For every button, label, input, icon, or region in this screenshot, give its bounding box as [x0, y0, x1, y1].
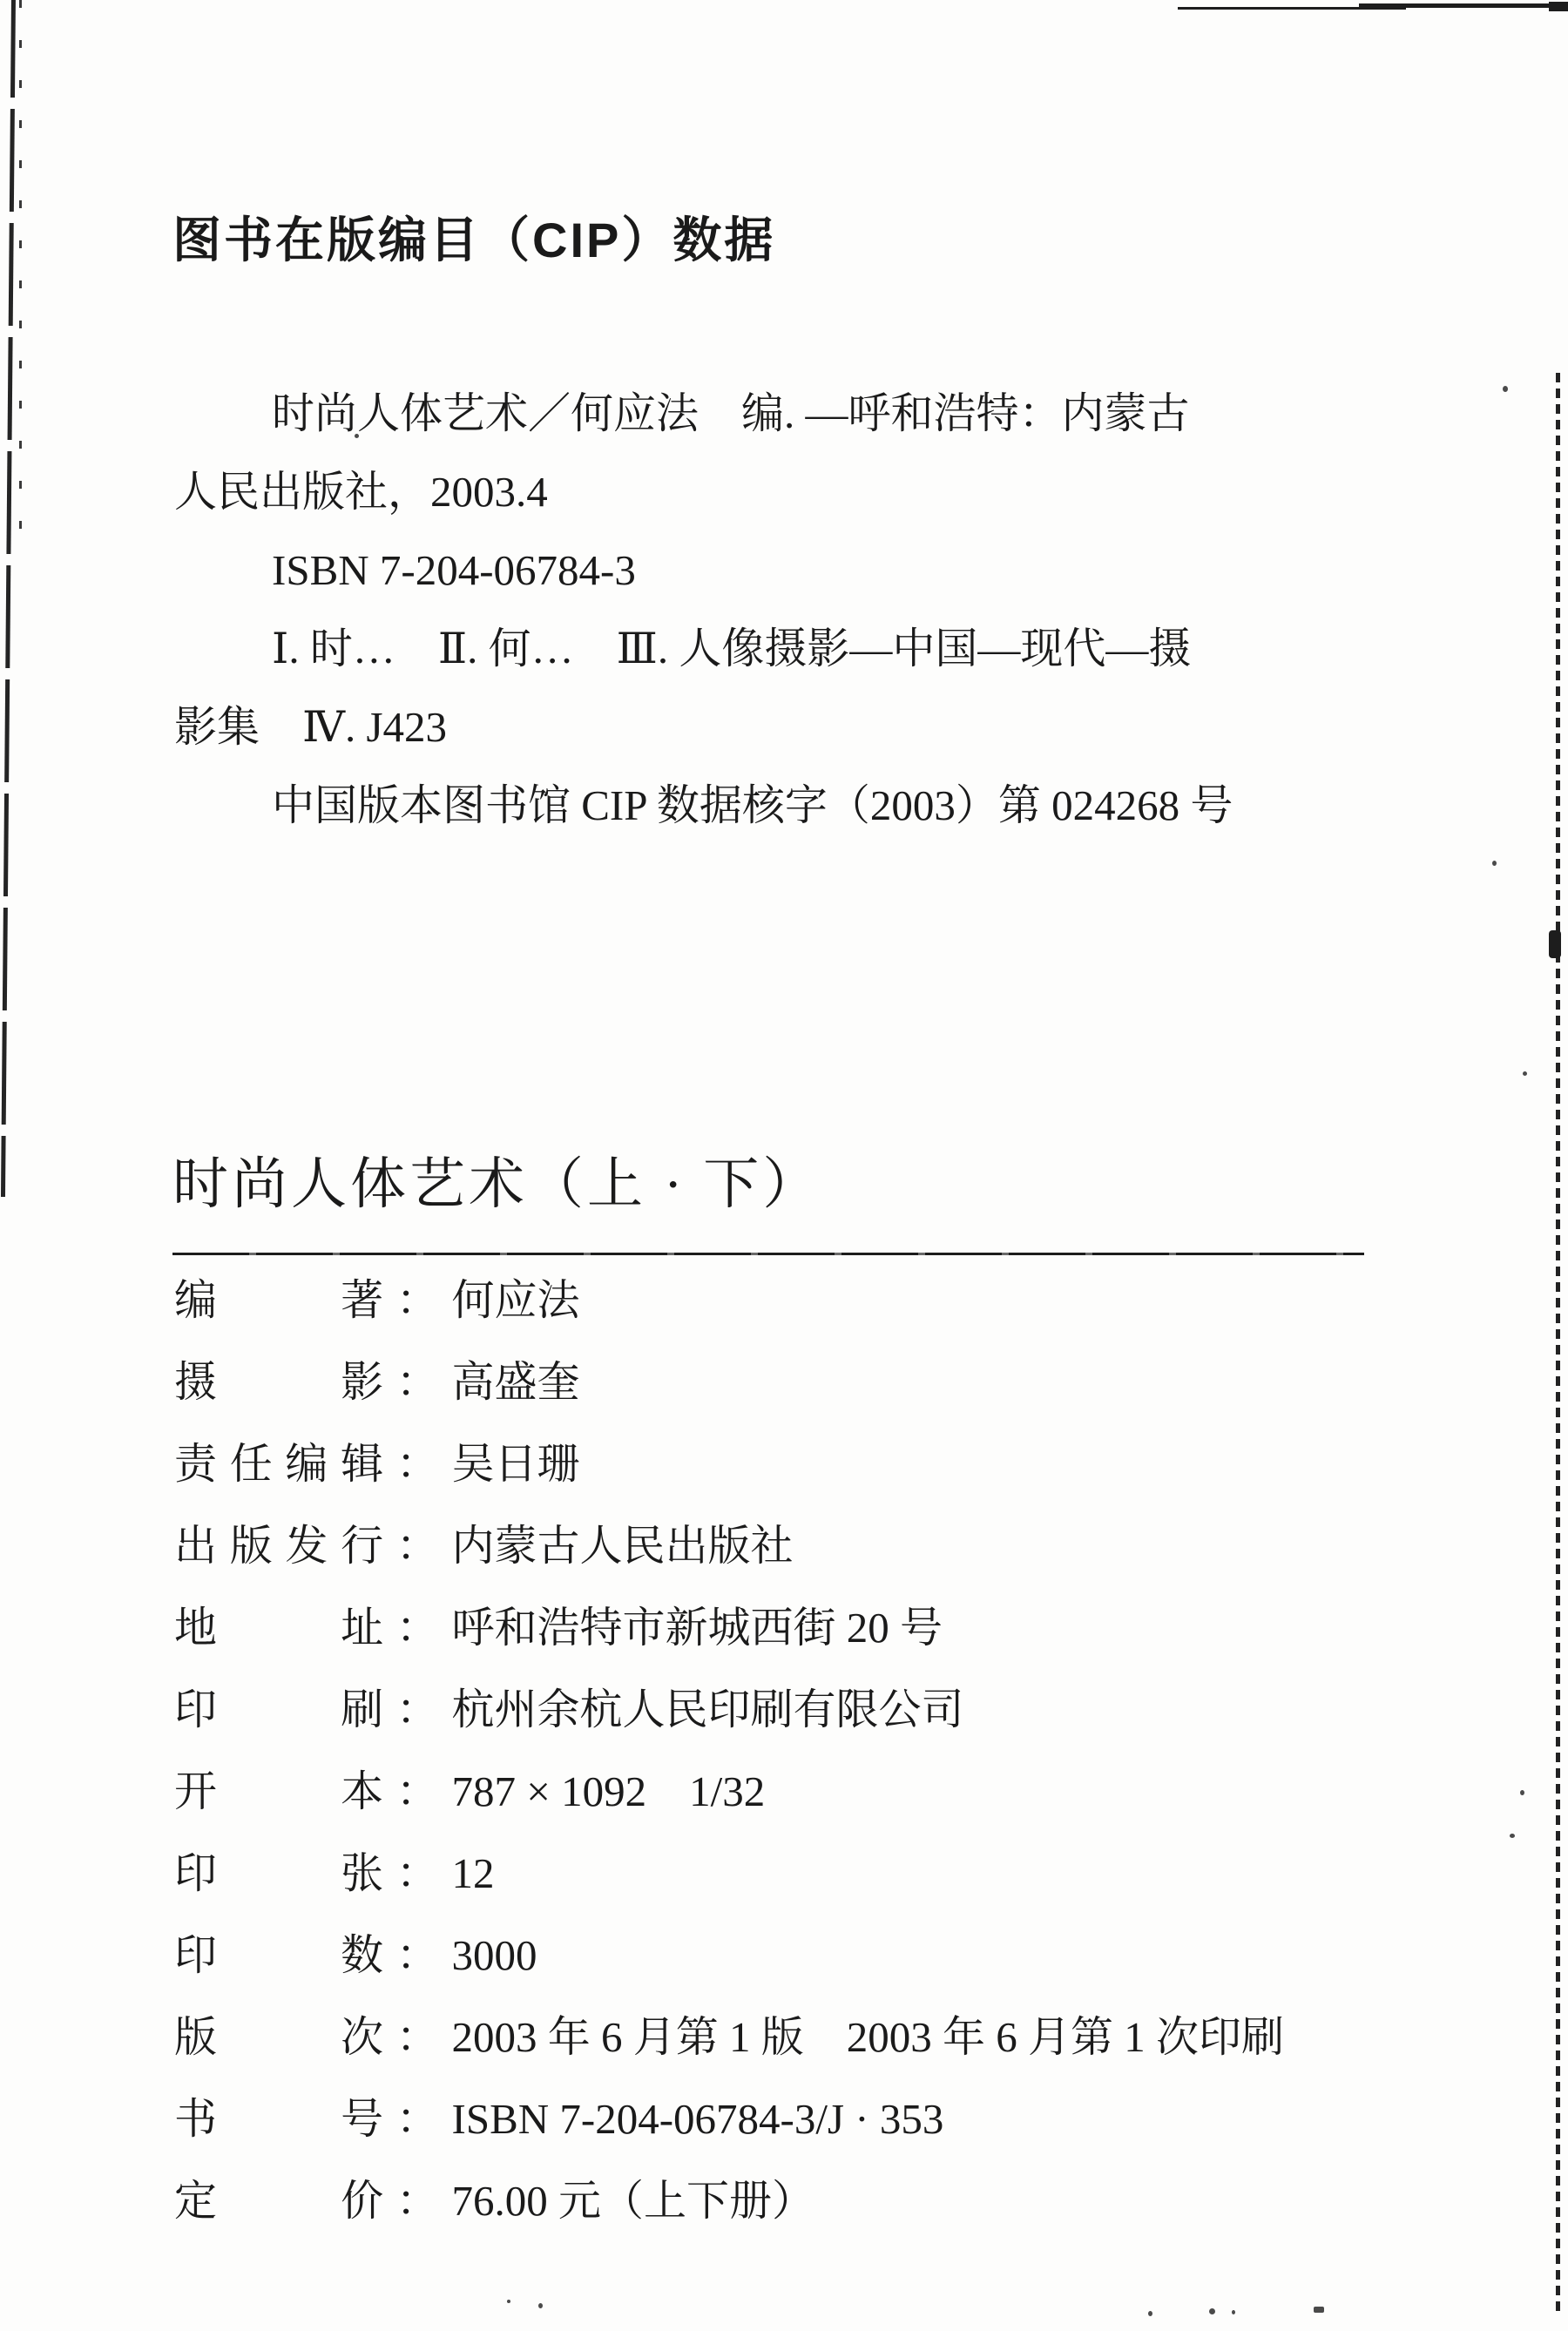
cip-line-isbn: ISBN 7-204-06784-3	[272, 546, 636, 594]
detail-row-print-run	[174, 1915, 1284, 1997]
scan-speck	[1523, 1071, 1527, 1076]
detail-value: 76.00 元（上下册）	[451, 2177, 815, 2225]
scan-speck	[538, 2303, 543, 2308]
detail-label: 编 著：	[174, 1276, 452, 1324]
scan-artifact-top-line	[1359, 3, 1568, 8]
cip-data-block	[174, 375, 1394, 845]
scan-speck	[507, 2300, 510, 2303]
detail-value: 内蒙古人民出版社	[451, 1522, 794, 1570]
scan-artifact-left-edge-fuzz	[19, 0, 22, 557]
detail-row-responsible-editor	[174, 1423, 1284, 1505]
detail-row-price	[174, 2160, 1284, 2242]
scan-speck	[1148, 2311, 1152, 2316]
scan-speck	[1510, 1834, 1515, 1838]
detail-label: 摄 影：	[174, 1358, 452, 1406]
detail-value: 杭州余杭人民印刷有限公司	[451, 1686, 964, 1733]
detail-row-book-number	[174, 2078, 1284, 2160]
detail-row-address	[174, 1587, 1284, 1669]
detail-label: 定 价：	[174, 2177, 452, 2225]
cip-line-publisher: 人民出版社，2003.4	[174, 468, 548, 516]
scan-speck	[1232, 2310, 1235, 2314]
detail-label: 开 本：	[174, 1767, 452, 1815]
detail-value: 2003 年 6 月第 1 版 2003 年 6 月第 1 次印刷	[451, 2013, 1285, 2061]
title-underline-rule	[172, 1253, 1364, 1255]
scan-artifact-top-line-end	[1549, 2, 1568, 11]
detail-row-printer	[174, 1669, 1284, 1751]
detail-value: 3000	[451, 1931, 537, 1979]
scan-speck	[1314, 2307, 1324, 2313]
detail-row-edition	[174, 1997, 1284, 2078]
detail-label: 责任编辑：	[174, 1440, 452, 1488]
detail-label: 印 数：	[174, 1931, 452, 1979]
scan-artifact-left-edge-line	[1, 0, 16, 1197]
detail-value: 高盛奎	[451, 1358, 580, 1406]
detail-row-format	[174, 1751, 1284, 1833]
scan-artifact-right-blob	[1549, 930, 1561, 958]
detail-value: ISBN 7-204-06784-3/J · 353	[451, 2095, 944, 2143]
detail-row-sheets	[174, 1833, 1284, 1915]
cip-line-classification: Ⅰ. 时… Ⅱ. 何… Ⅲ. 人像摄影—中国—现代—摄	[272, 625, 1192, 672]
detail-row-publisher	[174, 1505, 1284, 1587]
scan-speck	[1492, 861, 1497, 866]
detail-row-photographer	[174, 1341, 1284, 1423]
detail-label: 书 号：	[174, 2095, 452, 2143]
detail-label: 版 次：	[174, 2013, 452, 2061]
detail-label: 印 刷：	[174, 1686, 452, 1733]
detail-value: 吴日珊	[451, 1440, 580, 1488]
scan-speck	[1209, 2308, 1215, 2314]
cip-line-class-number: 影集 Ⅳ. J423	[174, 703, 448, 751]
scan-speck	[1520, 1790, 1524, 1795]
book-title: 时尚人体艺术（上 · 下）	[172, 1153, 822, 1215]
publication-details	[174, 1260, 1284, 2242]
detail-value: 呼和浩特市新城西街 20 号	[451, 1604, 943, 1652]
cip-line-record-number: 中国版本图书馆 CIP 数据核字（2003）第 024268 号	[272, 781, 1233, 829]
cip-line-title-statement: 时尚人体艺术／何应法 编. —呼和浩特：内蒙古	[272, 389, 1190, 437]
scan-speck	[1503, 386, 1508, 392]
detail-value: 12	[451, 1849, 495, 1897]
detail-row-editor	[174, 1260, 1284, 1341]
detail-value: 787 × 1092 1/32	[451, 1767, 766, 1815]
scan-artifact-right-edge-line	[1556, 373, 1560, 2314]
detail-label: 出版发行：	[174, 1522, 452, 1570]
detail-label: 地 址：	[174, 1604, 452, 1652]
detail-value: 何应法	[451, 1276, 580, 1324]
cip-heading: 图书在版编目（CIP）数据	[172, 213, 776, 267]
detail-label: 印 张：	[174, 1849, 452, 1897]
